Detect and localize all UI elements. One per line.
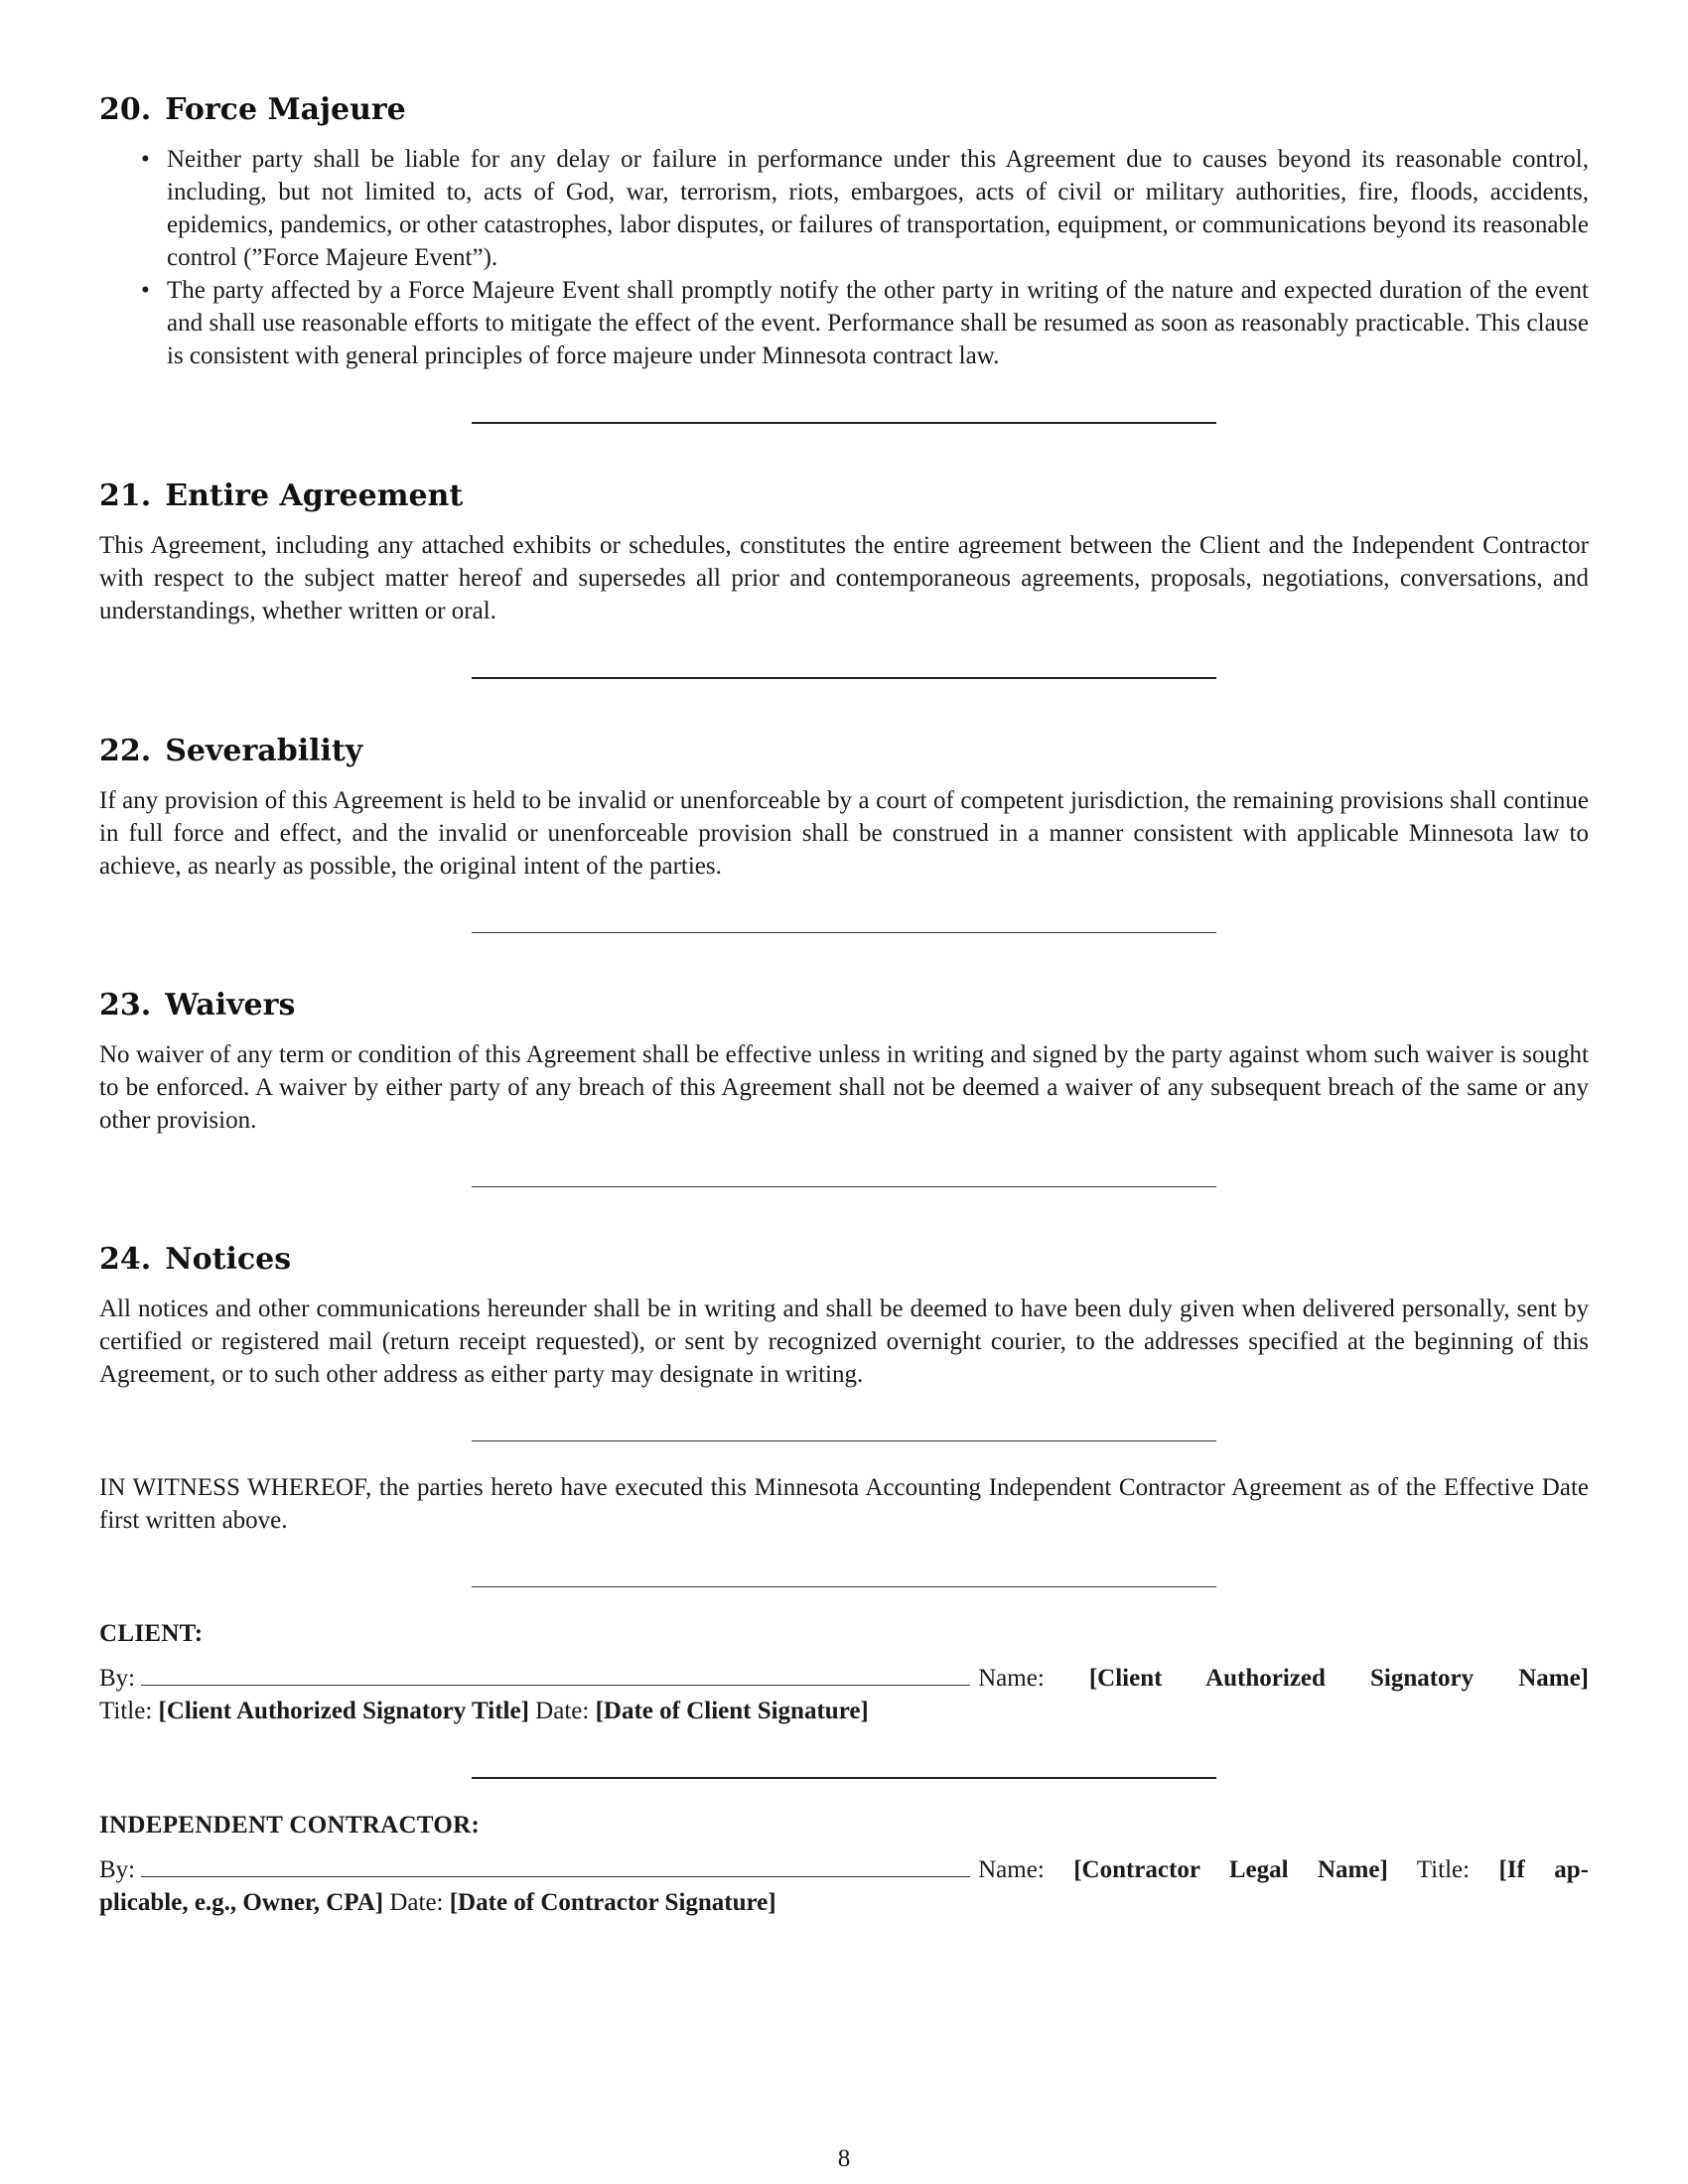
client-heading: CLIENT: (99, 1620, 204, 1647)
section-divider (472, 1186, 1216, 1187)
client-signature-field[interactable] (141, 1663, 970, 1686)
list-item: • Neither party shall be liable for any delay or failure in performance under this Agreement due to causes beyond its reasonable control, including, but not limited to, acts of God, war, terrorism, riots, embargoes, acts of civil or military authorities, fire, floods, accidents, epidemics, pandemics, or other catastrophes, labor disputes, or failures of transportation, equipment, or communications beyond its reasonable control (”Force Majeure Event”). (167, 143, 1589, 274)
witness-clause: IN WITNESS WHEREOF, the parties hereto have executed this Minnesota Accounting Independent Contractor Agreement as of the Effective Date first written above. (99, 1474, 1589, 1534)
section-heading: 21. Entire Agreement (99, 478, 464, 513)
contractor-title-value: [If ap- (1498, 1856, 1590, 1883)
section-heading: 23. Waivers (99, 988, 296, 1023)
contractor-signature-line: By: Name: [Contractor Legal Name] Title: [If ap- (99, 1856, 1590, 1883)
section-divider (472, 1586, 1216, 1587)
contractor-title-value-cont: plicable, e.g., Owner, CPA] (99, 1889, 384, 1916)
section-divider (472, 677, 1216, 679)
section-force-majeure (99, 89, 1589, 372)
contractor-title-date-line: plicable, e.g., Owner, CPA] Date: [Date of Contractor Signature] (99, 1889, 776, 1916)
client-signature-line: By: Name: [Client Authorized Signatory Name] (99, 1665, 1589, 1692)
page-number: 8 (837, 2145, 851, 2172)
section-divider (472, 422, 1216, 424)
section-body: This Agreement, including any attached exhibits or schedules, constitutes the entire agreement between the Client and the Independent Contractor with respect to the subject matter hereof and supersedes all prior and contemporaneous agreements, proposals, negotiations, conversations, and understandings, whether written or oral. (99, 532, 1589, 624)
contractor-name-value: [Contractor Legal Name] (1073, 1856, 1388, 1883)
document-page (99, 89, 1589, 1919)
section-heading: 20. Force Majeure (99, 92, 406, 127)
contractor-date-value: [Date of Contractor Signature] (449, 1889, 776, 1916)
client-title-date-line: Title: [Client Authorized Signatory Title] Date: [Date of Client Signature] (99, 1698, 869, 1724)
section-divider (472, 1440, 1216, 1441)
contractor-signature-block (99, 1809, 1589, 1919)
bullet-list (99, 143, 1589, 372)
client-signature-block (99, 1617, 1589, 1727)
contractor-heading: INDEPENDENT CONTRACTOR: (99, 1812, 481, 1839)
section-body: If any provision of this Agreement is held to be invalid or unenforceable by a court of competent jurisdiction, the remaining provisions shall continue in full force and effect, and the invalid or unenforceable provision shall be construed in a manner consistent with applicable Minnesota law to achieve, as nearly as possible, the original intent of the parties. (99, 787, 1589, 880)
section-heading: 24. Notices (99, 1242, 292, 1277)
section-severability (99, 731, 1589, 883)
section-body: All notices and other communications hereunder shall be in writing and shall be deemed to have been duly given when delivered personally, sent by certified or registered mail (return receipt requested), or sent by recognized overnight courier, to the addresses specified at the beginning of this Agreement, or to such other address as either party may designate in writing. (99, 1296, 1589, 1388)
section-divider (472, 932, 1216, 933)
client-name-value: [Client Authorized Signatory Name] (1088, 1665, 1589, 1692)
contractor-signature-field[interactable] (141, 1854, 970, 1877)
section-divider (472, 1777, 1216, 1779)
client-title-value: [Client Authorized Signatory Title] (158, 1698, 529, 1724)
section-heading: 22. Severability (99, 734, 363, 768)
section-waivers (99, 985, 1589, 1137)
list-item: • The party affected by a Force Majeure Event shall promptly notify the other party in writing of the nature and expected duration of the event and shall use reasonable efforts to mitigate the effect of the event. Performance shall be resumed as soon as reasonably practicable. This clause is consistent with general principles of force majeure under Minnesota contract law. (167, 274, 1589, 372)
client-date-value: [Date of Client Signature] (595, 1698, 869, 1724)
section-entire-agreement (99, 476, 1589, 627)
section-notices (99, 1239, 1589, 1391)
section-body: No waiver of any term or condition of this Agreement shall be effective unless in writing and signed by the party against whom such waiver is sought to be enforced. A waiver by either party of any breach of this Agreement shall not be deemed a waiver of any subsequent breach of the same or any other provision. (99, 1041, 1589, 1134)
